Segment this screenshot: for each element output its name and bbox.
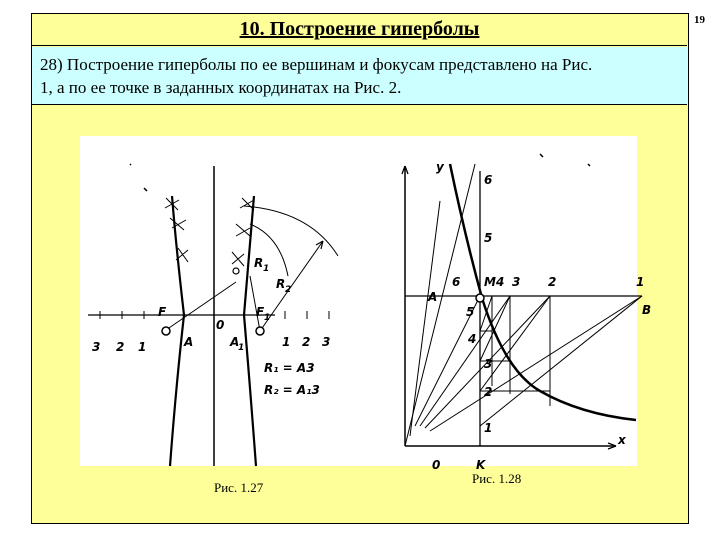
fig1-tick-right-3: 3 bbox=[322, 335, 331, 349]
fig1-tick-right-2: 2 bbox=[302, 335, 311, 349]
fig1-right-branch bbox=[244, 196, 256, 466]
fig2-y-tick-3: 3 bbox=[484, 357, 493, 371]
slide-title: 10. Построение гиперболы bbox=[239, 18, 480, 40]
fig1-equation-2: R₂ = A₁3 bbox=[264, 383, 320, 397]
fig1-tick-right-1: 1 bbox=[282, 335, 291, 349]
fig1-arc-r1 bbox=[244, 206, 338, 256]
fig1-label-f1: F bbox=[256, 305, 265, 319]
fig2-y-tick-4: 4 bbox=[468, 332, 477, 346]
fig1-label-r2-sub: 2 bbox=[285, 285, 292, 295]
fig2-stray-marks bbox=[540, 154, 590, 166]
fig1-focus-f bbox=[162, 327, 170, 335]
fig1-tick-left-1: 1 bbox=[138, 340, 147, 354]
fig1-point bbox=[233, 268, 239, 274]
figure-2-caption: Рис. 1.28 bbox=[472, 471, 522, 486]
description-line-1: 28) Построение гиперболы по ее вершинам и фокусам представлено на Рис. bbox=[40, 55, 593, 74]
fig2-label-k: K bbox=[476, 458, 486, 472]
fig1-label-f: F bbox=[158, 305, 167, 319]
fig1-focal-line bbox=[166, 282, 236, 330]
fig2-top-tick-3: 3 bbox=[512, 275, 521, 289]
fig2-label-o: 0 bbox=[432, 458, 441, 472]
description-line-2: 1, а по ее точке в заданных координатах на Рис. 2. bbox=[40, 78, 402, 97]
fig1-tick-left-2: 2 bbox=[116, 340, 125, 354]
fig2-ray-6 bbox=[405, 164, 475, 446]
slide-frame bbox=[31, 13, 689, 524]
fig2-y-tick-1: 1 bbox=[484, 421, 493, 435]
fig1-tick-left-3: 3 bbox=[92, 340, 101, 354]
fig2-label-5: 5 bbox=[466, 305, 475, 319]
fig2-y-tick-5: 5 bbox=[484, 231, 493, 245]
fig1-arrow-r2 bbox=[316, 241, 323, 249]
figure-2-hyperbola bbox=[402, 154, 645, 449]
fig2-point-m bbox=[476, 294, 484, 302]
fig1-label-o: 0 bbox=[216, 318, 225, 332]
page-number: 19 bbox=[694, 14, 705, 26]
fig1-label-a1: A bbox=[230, 335, 240, 349]
fig1-label-r1-sub: 1 bbox=[263, 264, 270, 274]
fig2-ray-e bbox=[430, 296, 642, 431]
title-bar bbox=[32, 14, 687, 46]
description-box bbox=[32, 47, 687, 105]
figures-svg bbox=[80, 136, 652, 472]
fig1-radius-r1 bbox=[250, 276, 260, 331]
fig2-y-tick-2: 2 bbox=[484, 385, 493, 399]
figure-1-hyperbola bbox=[88, 164, 338, 466]
fig1-stray-marks bbox=[130, 164, 147, 191]
fig2-top-tick-4: 4 bbox=[496, 275, 505, 289]
fig2-top-tick-2: 2 bbox=[548, 275, 557, 289]
fig1-label-a: A bbox=[184, 335, 194, 349]
fig1-label-r1: R bbox=[254, 256, 264, 270]
figure-1-caption: Рис. 1.27 bbox=[214, 480, 264, 495]
fig2-label-a: A bbox=[428, 290, 438, 304]
fig1-label-a1-sub: 1 bbox=[238, 343, 245, 353]
fig2-y-tick-6: 6 bbox=[484, 173, 493, 187]
fig1-equation-1: R₁ = A3 bbox=[264, 361, 315, 375]
fig2-top-tick-6: 6 bbox=[452, 275, 461, 289]
fig1-focus-f1 bbox=[256, 327, 264, 335]
fig1-left-branch bbox=[170, 196, 184, 466]
fig2-label-y-arrow: y bbox=[436, 160, 444, 174]
figure-area bbox=[80, 136, 652, 472]
fig2-label-b: B bbox=[642, 303, 652, 317]
fig2-ray-a bbox=[410, 201, 440, 436]
fig2-label-x: x bbox=[618, 433, 626, 447]
fig2-hyperbola-curve bbox=[450, 164, 636, 420]
fig2-label-m: M bbox=[484, 275, 496, 289]
fig1-label-r2: R bbox=[276, 277, 286, 291]
fig2-top-tick-1: 1 bbox=[636, 275, 645, 289]
fig1-label-f1-sub: 1 bbox=[264, 313, 271, 323]
